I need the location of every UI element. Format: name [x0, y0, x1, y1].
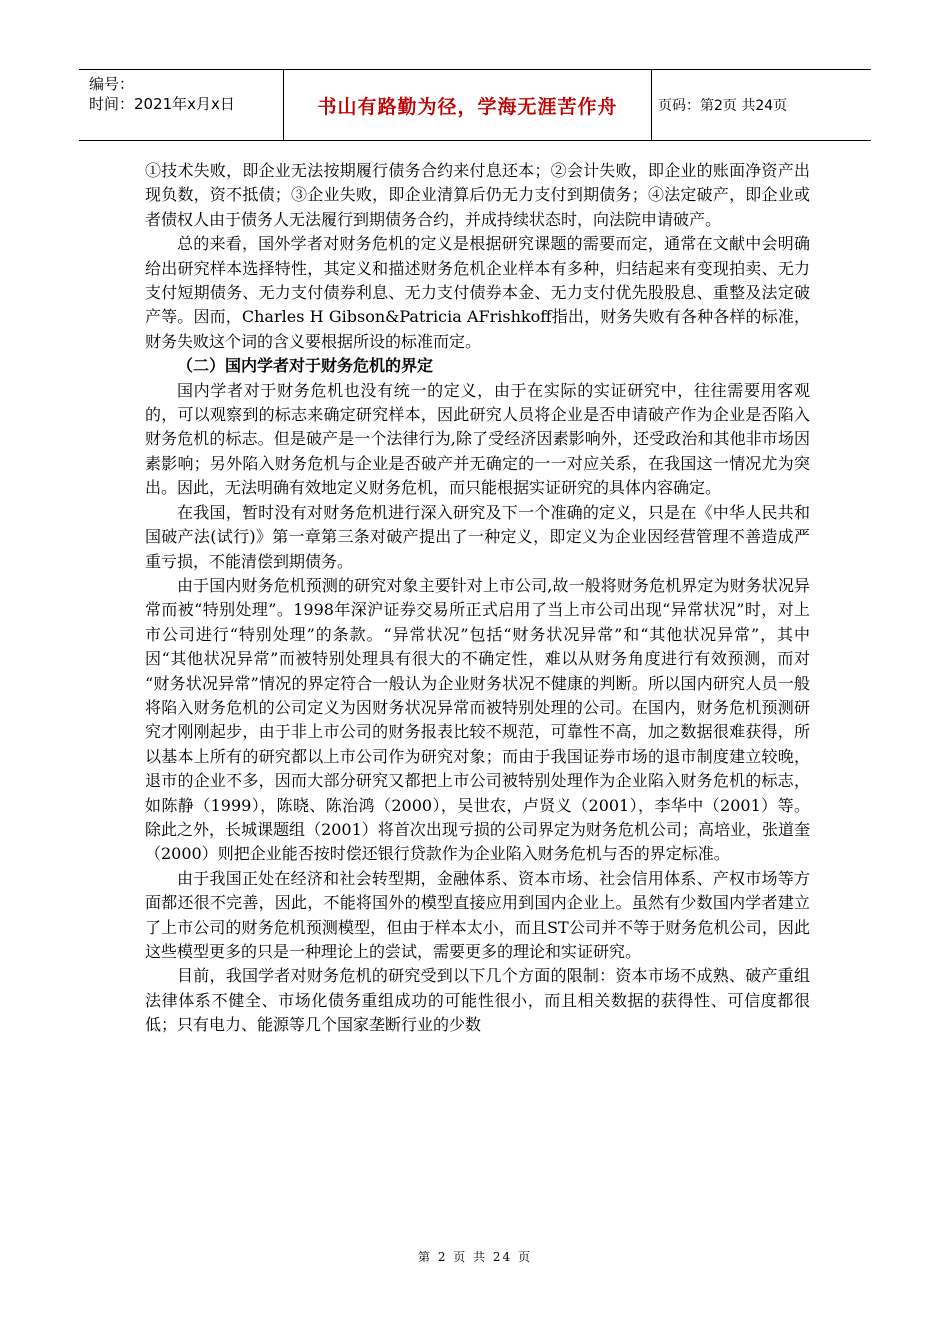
paragraph: 在我国，暂时没有对财务危机进行深入研究及下一个准确的定义，只是在《中华人民共和国破产法(试行)》第一章第三条对破产提出了一种定义，即定义为企业因经营管理不善造成严重亏损，不能清偿到期债务。	[145, 502, 810, 571]
paragraph: ①技术失败，即企业无法按期履行债务合约来付息还本；②会计失败，即企业的账面净资产出现负数，资不抵债；③企业失败，即企业清算后仍无力支付到期债务；④法定破产，即企业或者债权人由于债务人无法履行到期债务合约，并成持续状态时，向法院申请破产。	[145, 161, 810, 229]
paragraph: 总的来看，国外学者对财务危机的定义是根据研究课题的需要而定，通常在文献中会明确给出研究样本选择特性，其定义和描述财务危机企业样本有多种，归结起来有变现拍卖、无力支付短期债务、无力支付债券利息、无力支付债券本金、无力支付优先股股息、重整及法定破产等。因而，Charles H Gibson&Patricia AFrishkoff指出，财务失败有各种各样的标准，财务失败这个词的含义要根据所设的标准而定。	[145, 234, 810, 351]
header-page-info: 页码：第2页 共24页	[658, 98, 788, 114]
section-heading: （二）国内学者对于财务危机的界定	[177, 356, 434, 376]
page-footer: 第 2 页 共 24 页	[418, 1250, 532, 1264]
paragraph: 国内学者对于财务危机也没有统一的定义，由于在实际的实证研究中，往往需要用客观的，可以观察到的标志来确定研究样本，因此研究人员将企业是否申请破产作为企业是否陷入财务危机的标志。但是破产是一个法律行为,除了受经济因素影响外，还受政治和其他非市场因素影响；另外陷入财务危机与企业是否破产并无确定的一一对应关系，在我国这一情况尤为突出。因此，无法明确有效地定义财务危机，而只能根据实证研究的具体内容确定。	[145, 380, 810, 498]
document-body	[145, 159, 810, 1038]
paragraph: 由于国内财务危机预测的研究对象主要针对上市公司,故一般将财务危机界定为财务状况异常而被“特别处理”。1998年深沪证券交易所正式启用了当上市公司出现“异常状况”时，对上市公司进行“特别处理”的条款。“异常状况”包括“财务状况异常”和“其他状况异常”，其中因“其他状况异常”而被特别处理具有很大的不确定性，难以从财务角度进行有效预测，而对 “财务状况异常”情况的界定符合一般认为企业财务状况不健康的判断。所以国内研究人员一般将陷入财务危机的公司定义为因财务状况异常而被特别处理的公司。在国内，财务危机预测研究才刚刚起步，由于非上市公司的财务报表比较不规范，可靠性不高，加之数据很难获得，所以基本上所有的研究都以上市公司作为研究对象；而由于我国证券市场的退市制度建立较晚，退市的企业不多，因而大部分研究又都把上市公司被特别处理作为企业陷入财务危机的标志，如陈静（1999），陈晓、陈治鸿（2000），吴世农，卢贤义（2001），李华中（2001）等。除此之外，长城课题组（2001）将首次出现亏损的公司界定为财务危机公司；高培业，张道奎（2000）则把企业能否按时偿还银行贷款作为企业陷入财务危机与否的界定标准。	[145, 575, 810, 864]
header-motto: 书山有路勤为径，学海无涯苦作舟	[283, 70, 652, 140]
paragraph: 由于我国正处在经济和社会转型期，金融体系、资本市场、社会信用体系、产权市场等方面都还很不完善，因此，不能将国外的模型直接应用到国内企业上。虽然有少数国内学者建立了上市公司的财务危机预测模型，但由于样本太小，而且ST公司并不等于财务危机公司，因此这些模型更多的只是一种理论上的尝试，需要更多的理论和实证研究。	[145, 868, 810, 961]
document-date: 时间：2021年x月x日	[89, 95, 235, 113]
paragraph: 目前，我国学者对财务危机的研究受到以下几个方面的限制：资本市场不成熟、破产重组法律体系不健全、市场化债务重组成功的可能性很小，而且相关数据的获得性、可信度都很低；只有电力、能源等几个国家垄断行业的少数	[145, 966, 810, 1035]
header-meta	[79, 70, 283, 140]
page-header	[79, 69, 871, 141]
document-number-label: 编号：	[89, 75, 135, 93]
